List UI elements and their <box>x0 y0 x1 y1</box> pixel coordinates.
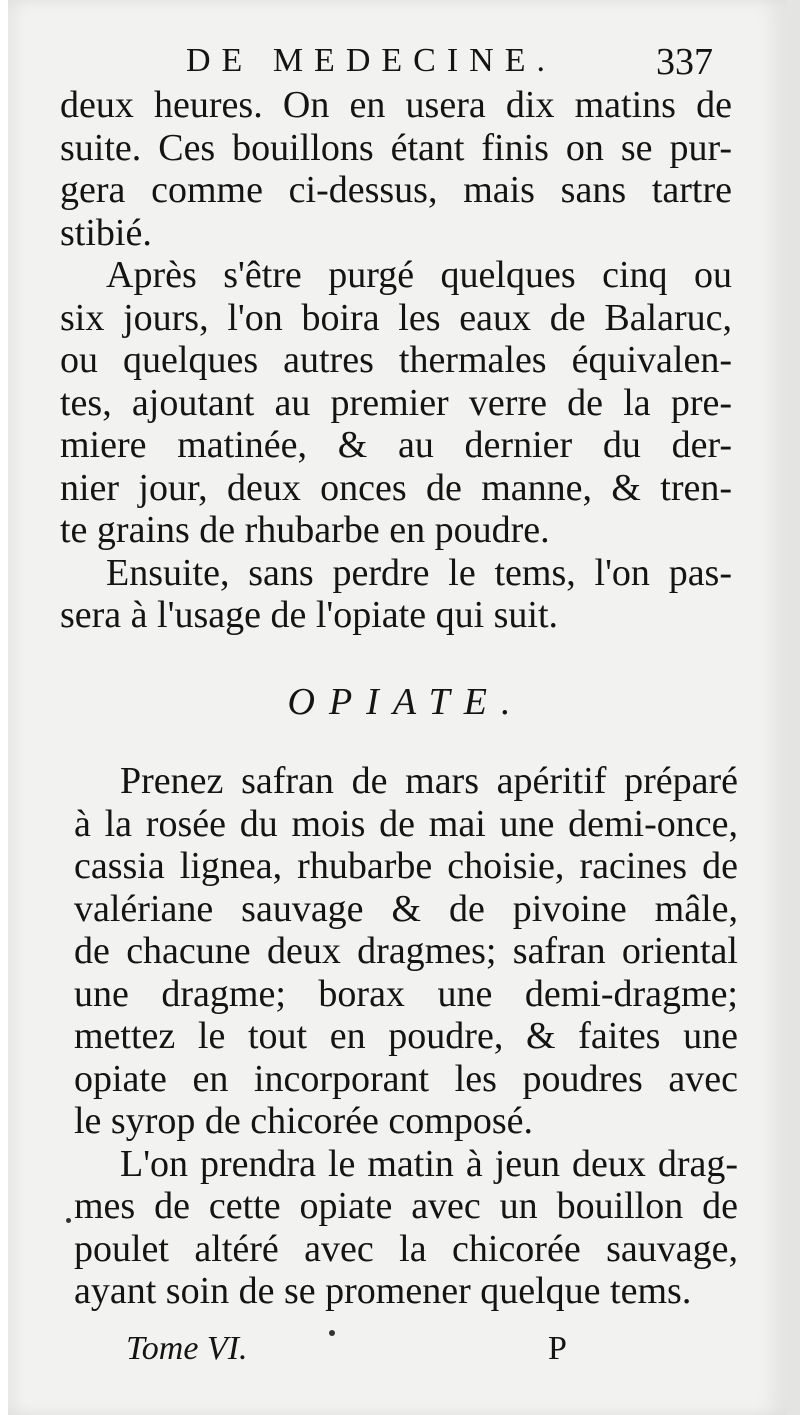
running-head: DE MEDECINE. <box>186 42 556 79</box>
text-line: Après s'être purgé quelques cinq ou <box>106 254 732 296</box>
text-line: tes, ajoutant au premier verre de la pre- <box>60 381 732 424</box>
text-line: de chacune deux dragmes; safran oriental <box>74 930 738 972</box>
signature-mark: P <box>548 1330 567 1367</box>
text-block-top <box>60 84 732 637</box>
section-title: OPIATE. <box>287 681 525 723</box>
ink-speck <box>66 1218 71 1223</box>
text-line: mettez le tout en poudre, & faites une <box>74 1015 738 1057</box>
text-line: Prenez safran de mars apéritif préparé <box>120 760 738 802</box>
text-line: nier jour, deux onces de manne, & tren- <box>60 466 732 509</box>
text-line: le syrop de chicorée composé. <box>74 1100 533 1142</box>
text-block-bottom <box>74 760 738 1313</box>
text-line: une dragme; borax une demi-dragme; <box>74 972 738 1015</box>
text-line: sera à l'usage de l'opiate qui suit. <box>60 594 559 636</box>
text-line: ou quelques autres thermales équivalen- <box>60 339 732 381</box>
text-line: Ensuite, sans perdre le tems, l'on pas- <box>106 551 732 594</box>
text-line: cassia lignea, rhubarbe choisie, racines de <box>74 845 738 887</box>
page-footer <box>0 1330 800 1380</box>
page-header <box>0 40 800 86</box>
text-line: miere matinée, & au dernier du der- <box>60 424 732 466</box>
text-line: poulet altéré avec la chicorée sauvage, <box>74 1227 738 1270</box>
volume-label: Tome VI. <box>126 1330 248 1367</box>
text-line: valériane sauvage & de pivoine mâle, <box>74 887 738 930</box>
text-line: gera comme ci-dessus, mais sans tartre <box>60 169 732 211</box>
page-number: 337 <box>656 41 713 83</box>
text-line: à la rosée du mois de mai une demi-once, <box>74 802 738 845</box>
ink-speck <box>329 1330 335 1336</box>
text-line: suite. Ces bouillons étant finis on se pur- <box>60 126 732 169</box>
text-line: opiate en incorporant les poudres avec <box>74 1057 738 1100</box>
text-line: deux heures. On en usera dix matins de <box>60 84 732 126</box>
text-line: te grains de rhubarbe en poudre. <box>60 509 550 551</box>
text-line: mes de cette opiate avec un bouillon de <box>74 1185 738 1227</box>
text-line: L'on prendra le matin à jeun deux drag- <box>120 1142 738 1185</box>
text-line: stibié. <box>60 211 152 254</box>
text-line: ayant soin de se promener quelque tems. <box>74 1270 692 1312</box>
text-line: six jours, l'on boira les eaux de Balaruc, <box>60 296 732 339</box>
